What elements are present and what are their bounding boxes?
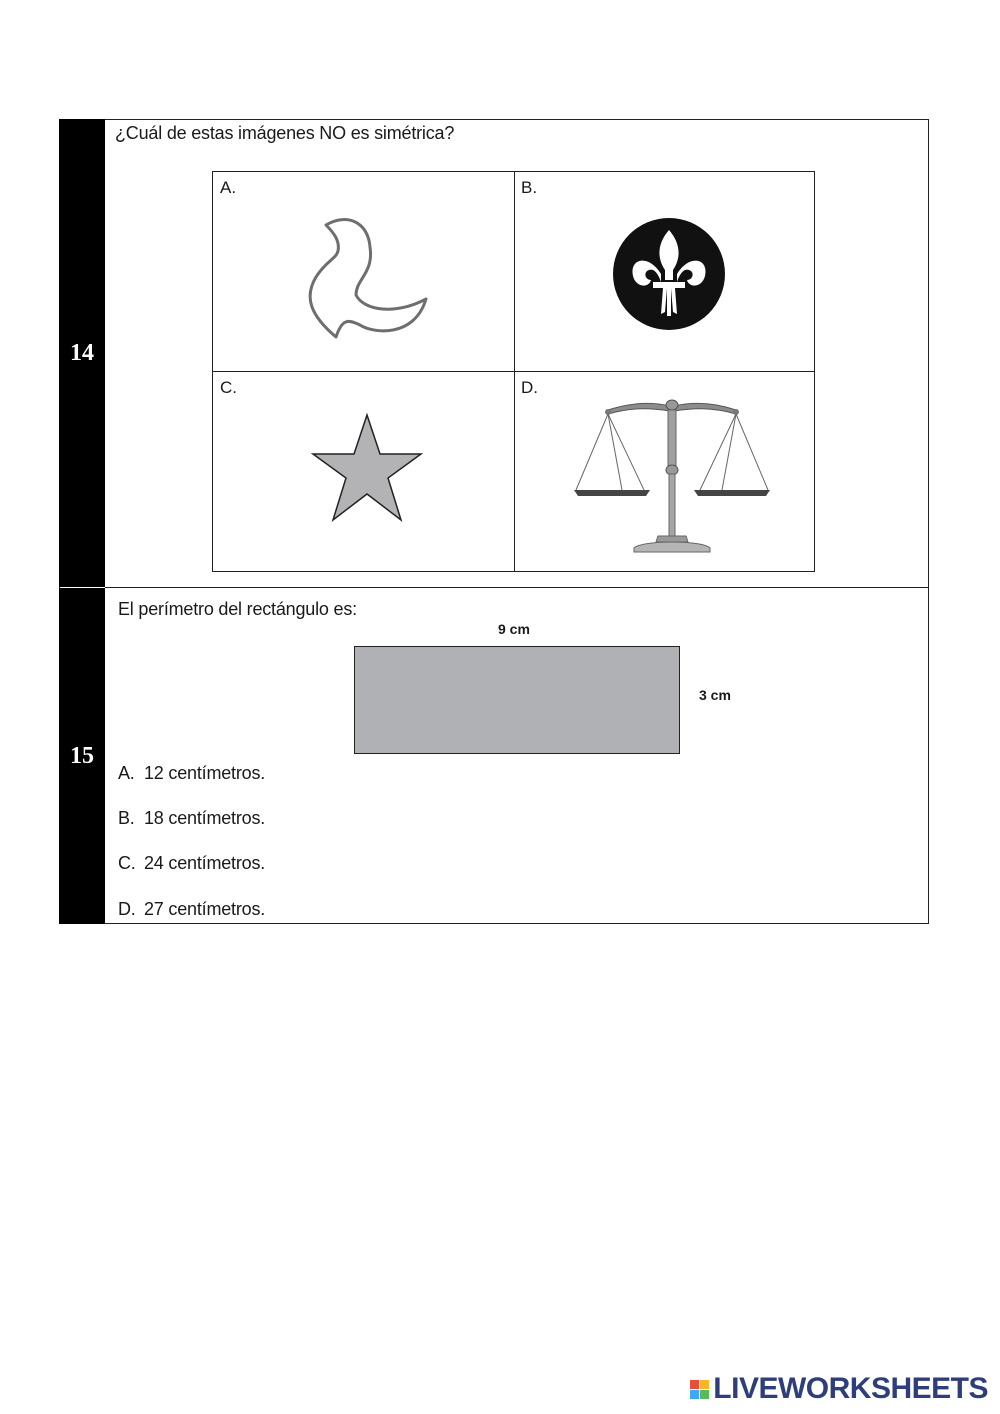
option-d-label: D. [521,378,538,397]
balance-scale-icon [572,398,772,558]
rectangle-width-label: 9 cm [498,621,530,637]
option-b-cell[interactable] [514,172,815,372]
answer-option-letter: D. [118,899,136,919]
option-c-label: C. [220,378,237,397]
question-15-number: 15 [70,743,94,769]
logo-square-yellow [700,1380,709,1389]
brand-wordmark: LIVEWORKSHEETS [713,1372,988,1405]
logo-square-green [700,1390,709,1399]
option-c-cell[interactable] [213,372,514,572]
answer-option-a[interactable] [118,763,265,784]
option-a-label: A. [220,178,237,197]
answer-option-text: 12 centímetros. [144,763,266,783]
answer-option-letter: B. [118,808,135,828]
question-divider [105,587,929,588]
answer-option-text: 27 centímetros. [144,899,266,919]
logo-squares-icon [690,1380,709,1399]
option-d-cell[interactable] [514,372,815,572]
triskelion-icon [298,207,438,347]
answer-option-b[interactable] [118,808,265,829]
answer-option-d[interactable] [118,899,265,920]
rectangle-height-label: 3 cm [699,687,731,703]
logo-square-blue [690,1390,699,1399]
question-14-number: 14 [70,340,94,366]
option-b-label: B. [521,178,538,197]
logo-square-red [690,1380,699,1389]
option-a-cell[interactable] [213,172,514,372]
question-14-options-grid [212,171,815,572]
answer-option-c[interactable] [118,853,265,874]
star-icon [307,410,427,530]
rectangle-figure [354,646,680,754]
answer-option-letter: C. [118,853,136,873]
answer-option-text: 24 centímetros. [144,853,266,873]
answer-option-letter: A. [118,763,135,783]
question-15-prompt: El perímetro del rectángulo es: [118,599,357,619]
fleur-de-lis-icon [609,214,729,334]
answer-option-text: 18 centímetros. [144,808,266,828]
liveworksheets-logo[interactable] [690,1372,988,1406]
question-14-prompt: ¿Cuál de estas imágenes NO es simétrica? [115,123,455,143]
